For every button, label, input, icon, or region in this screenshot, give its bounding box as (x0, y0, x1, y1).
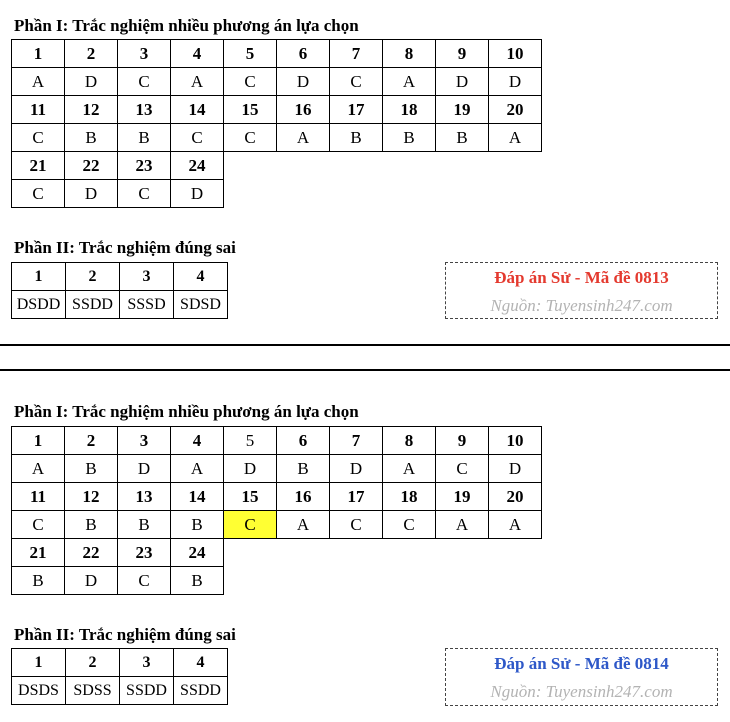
answer-cell: B (383, 124, 436, 152)
question-number: 9 (436, 40, 489, 68)
question-number: 19 (436, 96, 489, 124)
answer-cell: B (330, 124, 383, 152)
true-false-table-0813 (11, 262, 228, 319)
question-number: 3 (118, 40, 171, 68)
question-number: 3 (118, 427, 171, 455)
question-number: 2 (66, 263, 120, 291)
question-number: 22 (65, 539, 118, 567)
answer-cell: A (277, 124, 330, 152)
source-credit: Nguồn: Tuyensinh247.com (490, 682, 673, 701)
section-divider (0, 369, 730, 371)
answer-cell: SSDD (66, 291, 120, 319)
answer-key-title: Đáp án Sử - Mã đề 0813 (494, 268, 669, 287)
question-number: 17 (330, 483, 383, 511)
question-number: 17 (330, 96, 383, 124)
empty-cell (224, 152, 542, 180)
question-number: 2 (65, 40, 118, 68)
answer-cell: B (65, 511, 118, 539)
answer-cell: C (383, 511, 436, 539)
question-number: 4 (174, 263, 228, 291)
question-number: 23 (118, 539, 171, 567)
answer-cell: C (171, 124, 224, 152)
question-number: 11 (12, 96, 65, 124)
answer-cell: C (224, 68, 277, 96)
answer-cell: C (330, 68, 383, 96)
question-number: 15 (224, 483, 277, 511)
question-number: 21 (12, 152, 65, 180)
question-number: 16 (277, 96, 330, 124)
question-number: 22 (65, 152, 118, 180)
question-number: 8 (383, 427, 436, 455)
question-number: 14 (171, 483, 224, 511)
answer-cell: C (118, 180, 171, 208)
question-number: 6 (277, 427, 330, 455)
question-number: 10 (489, 427, 542, 455)
answer-cell: A (489, 511, 542, 539)
question-number: 24 (171, 539, 224, 567)
answer-cell: B (65, 124, 118, 152)
answer-cell: SSSD (120, 291, 174, 319)
answer-cell: D (489, 68, 542, 96)
question-number: 1 (12, 649, 66, 677)
answer-cell: C (118, 68, 171, 96)
answer-cell: B (277, 455, 330, 483)
answer-cell: D (330, 455, 383, 483)
question-number: 8 (383, 40, 436, 68)
answer-cell: SDSS (66, 677, 120, 705)
question-number: 2 (66, 649, 120, 677)
answer-cell: B (118, 511, 171, 539)
answer-cell: D (65, 567, 118, 595)
question-number: 11 (12, 483, 65, 511)
question-number: 12 (65, 483, 118, 511)
question-number: 19 (436, 483, 489, 511)
answer-cell: A (436, 511, 489, 539)
question-number: 6 (277, 40, 330, 68)
question-number: 5 (224, 40, 277, 68)
answer-cell: DSDS (12, 677, 66, 705)
question-number: 16 (277, 483, 330, 511)
answer-cell: A (171, 455, 224, 483)
question-number: 1 (12, 263, 66, 291)
answer-cell-highlighted: C (224, 511, 277, 539)
answer-cell: D (277, 68, 330, 96)
answer-cell: SDSD (174, 291, 228, 319)
answer-cell: A (383, 68, 436, 96)
answer-cell: D (171, 180, 224, 208)
answer-cell: D (436, 68, 489, 96)
question-number: 24 (171, 152, 224, 180)
question-number: 13 (118, 483, 171, 511)
question-number: 3 (120, 263, 174, 291)
question-number: 21 (12, 539, 65, 567)
question-number: 20 (489, 483, 542, 511)
question-number: 23 (118, 152, 171, 180)
answer-cell: A (171, 68, 224, 96)
answer-key-box-0814 (445, 648, 718, 706)
answer-cell: DSDD (12, 291, 66, 319)
empty-cell (224, 539, 542, 567)
answer-cell: C (12, 124, 65, 152)
part2-title-0813: Phần II: Trắc nghiệm đúng sai (14, 238, 236, 257)
answer-cell: B (171, 567, 224, 595)
multiple-choice-table-0813 (11, 39, 542, 208)
section-divider (0, 344, 730, 346)
question-number: 18 (383, 483, 436, 511)
answer-cell: C (436, 455, 489, 483)
question-number: 5 (224, 427, 277, 455)
answer-cell: D (118, 455, 171, 483)
answer-cell: A (489, 124, 542, 152)
question-number: 18 (383, 96, 436, 124)
question-number: 4 (174, 649, 228, 677)
multiple-choice-table-0814 (11, 426, 542, 595)
answer-key-title: Đáp án Sử - Mã đề 0814 (494, 654, 669, 673)
question-number: 7 (330, 40, 383, 68)
answer-cell: A (12, 455, 65, 483)
answer-cell: C (118, 567, 171, 595)
answer-cell: C (12, 511, 65, 539)
answer-cell: SSDD (120, 677, 174, 705)
question-number: 20 (489, 96, 542, 124)
question-number: 15 (224, 96, 277, 124)
answer-key-box-0813 (445, 262, 718, 319)
question-number: 9 (436, 427, 489, 455)
question-number: 1 (12, 40, 65, 68)
question-number: 4 (171, 427, 224, 455)
answer-cell: C (330, 511, 383, 539)
answer-cell: C (12, 180, 65, 208)
answer-cell: B (436, 124, 489, 152)
answer-cell: B (118, 124, 171, 152)
question-number: 7 (330, 427, 383, 455)
answer-cell: D (224, 455, 277, 483)
part1-title-0813: Phần I: Trắc nghiệm nhiều phương án lựa chọn (14, 16, 359, 35)
answer-cell: SSDD (174, 677, 228, 705)
part2-title-0814: Phần II: Trắc nghiệm đúng sai (14, 625, 236, 644)
question-number: 13 (118, 96, 171, 124)
question-number: 3 (120, 649, 174, 677)
answer-cell: D (489, 455, 542, 483)
empty-cell (224, 567, 542, 595)
question-number: 10 (489, 40, 542, 68)
question-number: 1 (12, 427, 65, 455)
answer-cell: D (65, 68, 118, 96)
true-false-table-0814 (11, 648, 228, 705)
question-number: 12 (65, 96, 118, 124)
question-number: 14 (171, 96, 224, 124)
source-credit: Nguồn: Tuyensinh247.com (490, 296, 673, 315)
part1-title-0814: Phần I: Trắc nghiệm nhiều phương án lựa chọn (14, 402, 359, 421)
answer-cell: A (12, 68, 65, 96)
answer-cell: A (277, 511, 330, 539)
answer-cell: B (12, 567, 65, 595)
answer-cell: C (224, 124, 277, 152)
answer-cell: A (383, 455, 436, 483)
question-number: 4 (171, 40, 224, 68)
question-number: 2 (65, 427, 118, 455)
answer-cell: B (171, 511, 224, 539)
empty-cell (224, 180, 542, 208)
answer-cell: B (65, 455, 118, 483)
answer-cell: D (65, 180, 118, 208)
